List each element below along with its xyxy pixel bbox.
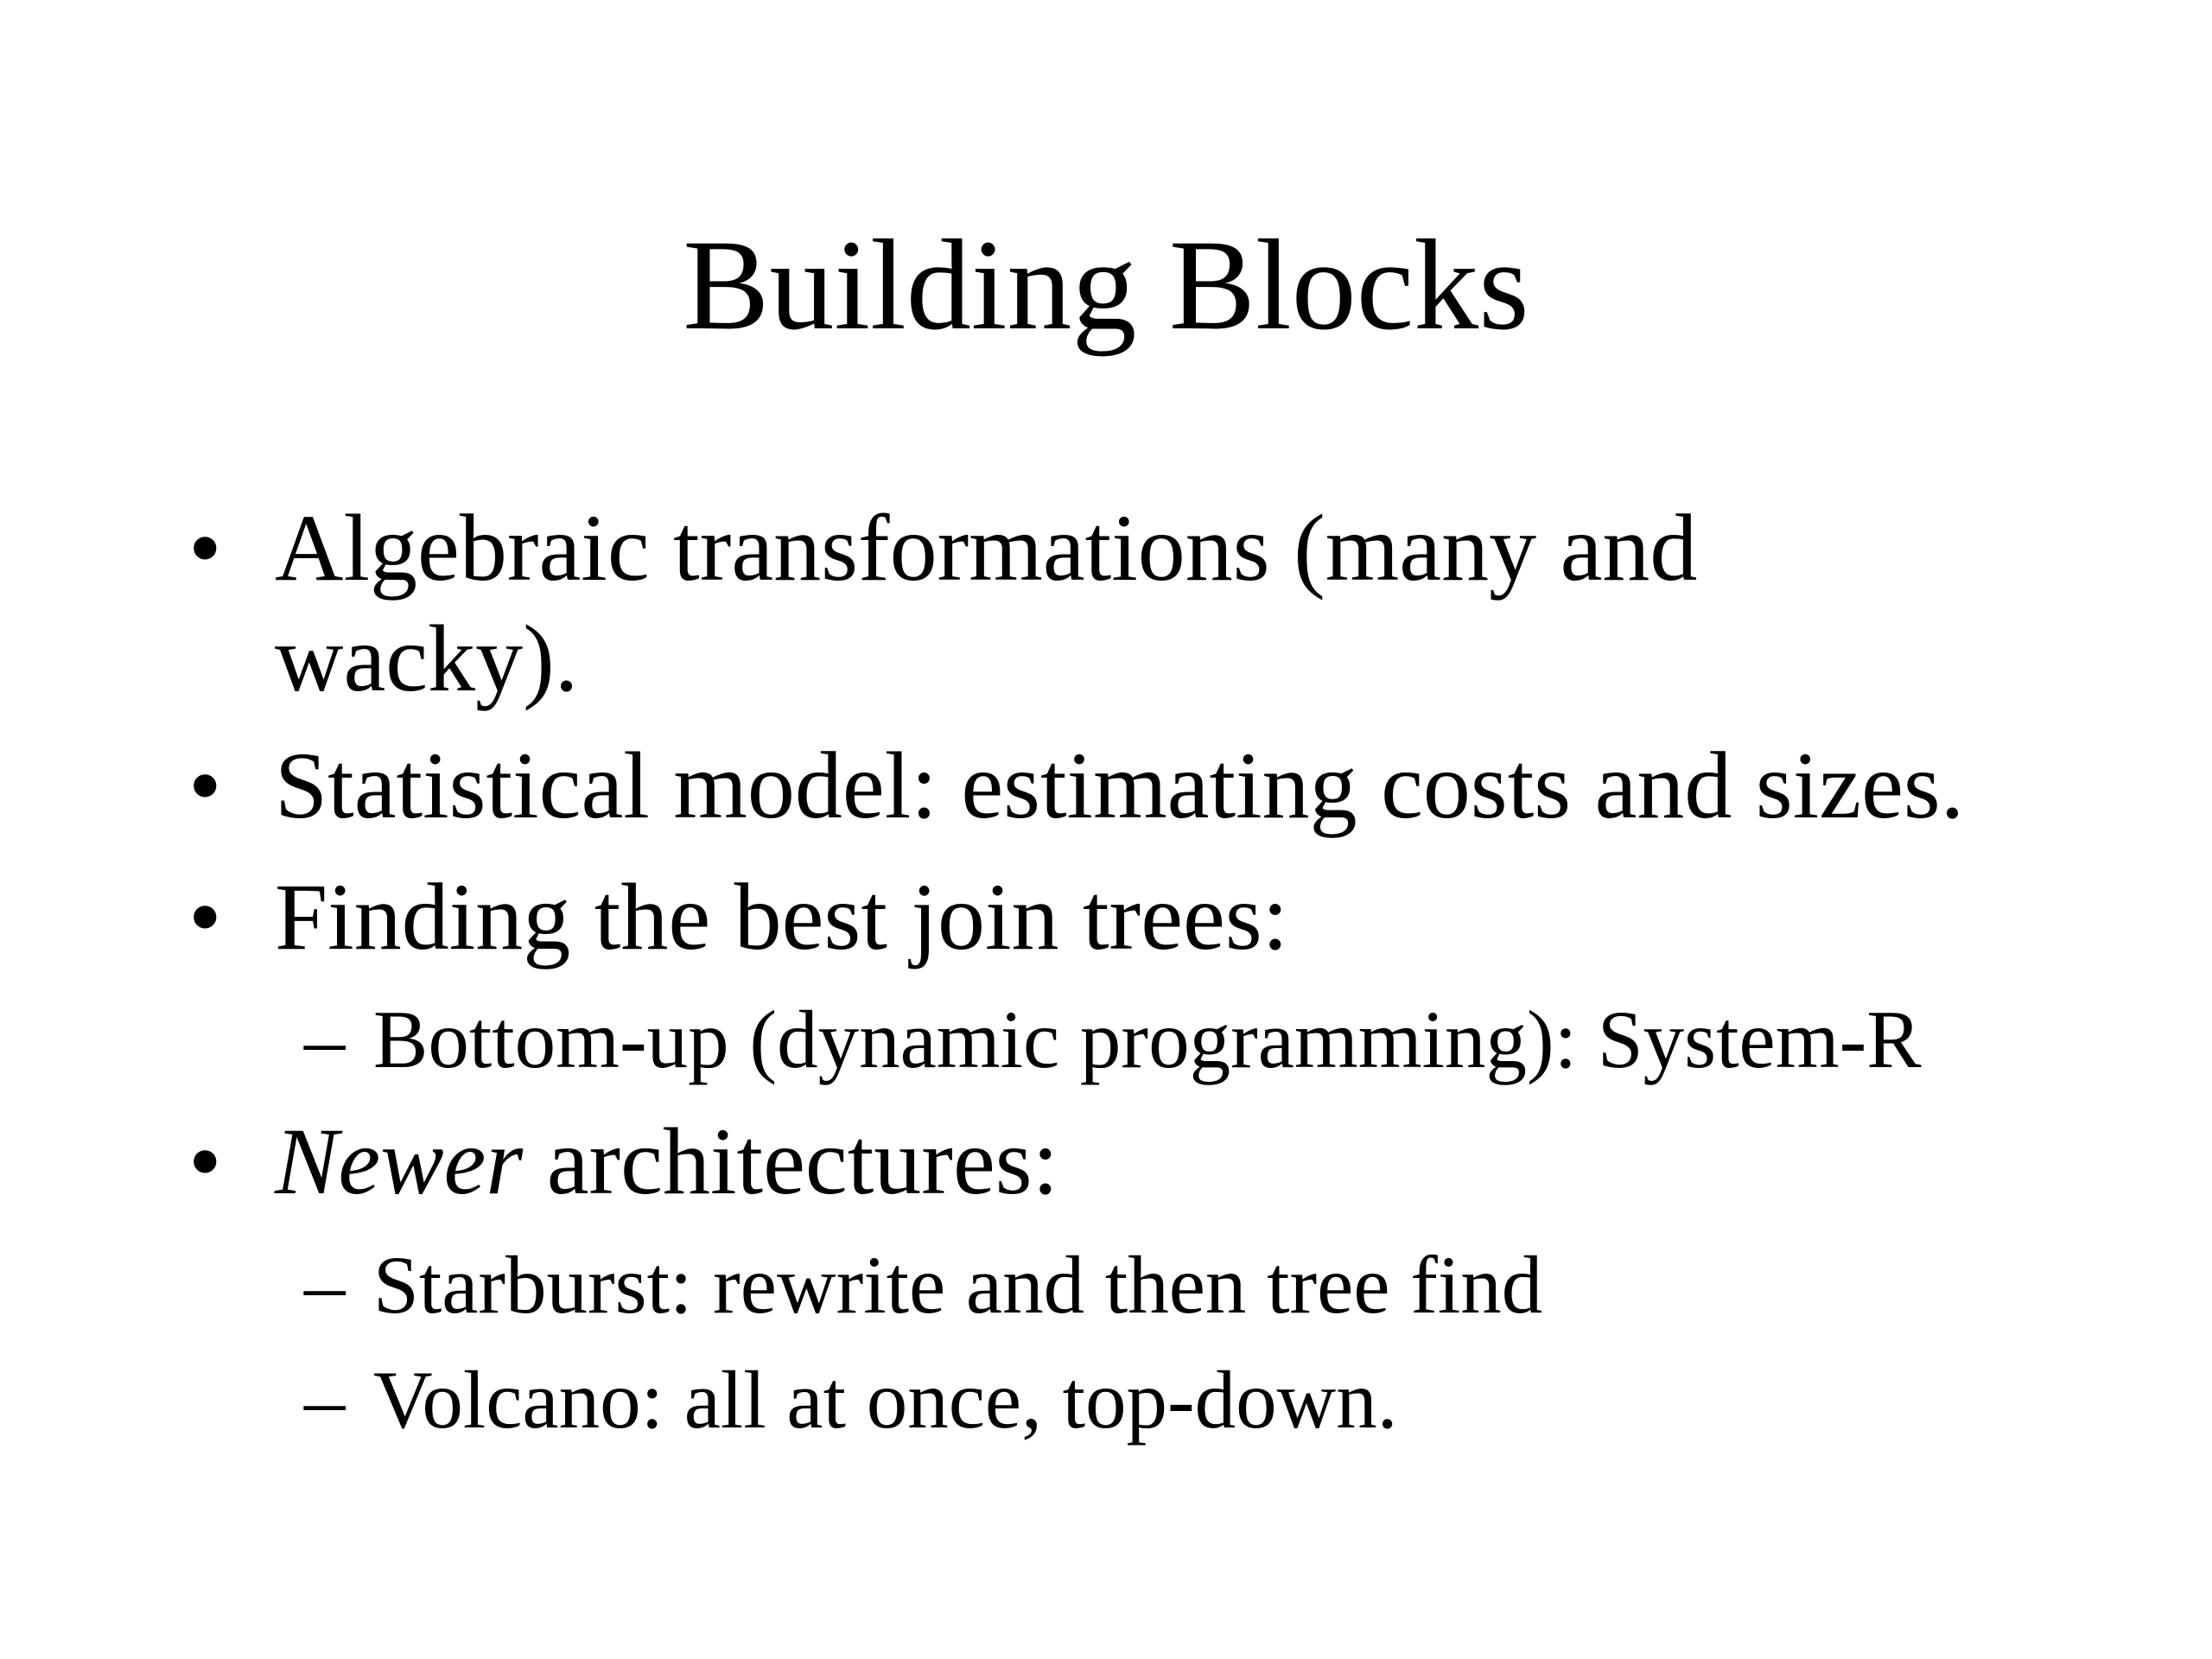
subbullet-starburst xyxy=(304,1237,1543,1332)
subbullet-text: Starburst: rewrite and then tree find xyxy=(373,1239,1543,1331)
bullet-statistical-model xyxy=(188,730,1965,841)
bullet-algebraic-transformations xyxy=(188,493,1698,714)
dash-marker: – xyxy=(304,994,346,1085)
bullet-text: architectures: xyxy=(523,1109,1059,1214)
bullet-marker: • xyxy=(188,733,222,838)
bullet-finding-join-trees xyxy=(188,861,1289,972)
bullet-text-line-1: Algebraic transformations (many and xyxy=(275,495,1698,601)
subbullet-text: Bottom-up (dynamic programming): System-R xyxy=(373,994,1922,1085)
subbullet-bottom-up xyxy=(304,992,1922,1087)
bullet-marker: • xyxy=(188,495,222,601)
dash-marker: – xyxy=(304,1239,346,1331)
bullet-marker: • xyxy=(188,864,222,969)
subbullet-volcano xyxy=(304,1352,1398,1447)
bullet-text: Statistical model: estimating costs and sizes. xyxy=(275,733,1965,838)
bullet-newer-architectures xyxy=(188,1106,1059,1217)
slide-title: Building Blocks xyxy=(683,213,1529,357)
subbullet-text: Volcano: all at once, top-down. xyxy=(373,1354,1398,1446)
bullet-text: Finding the best join trees: xyxy=(275,864,1289,969)
dash-marker: – xyxy=(304,1354,346,1446)
emphasis-newer: Newer xyxy=(275,1109,524,1214)
bullet-text-line-2: wacky). xyxy=(275,606,579,711)
bullet-marker: • xyxy=(188,1109,222,1214)
